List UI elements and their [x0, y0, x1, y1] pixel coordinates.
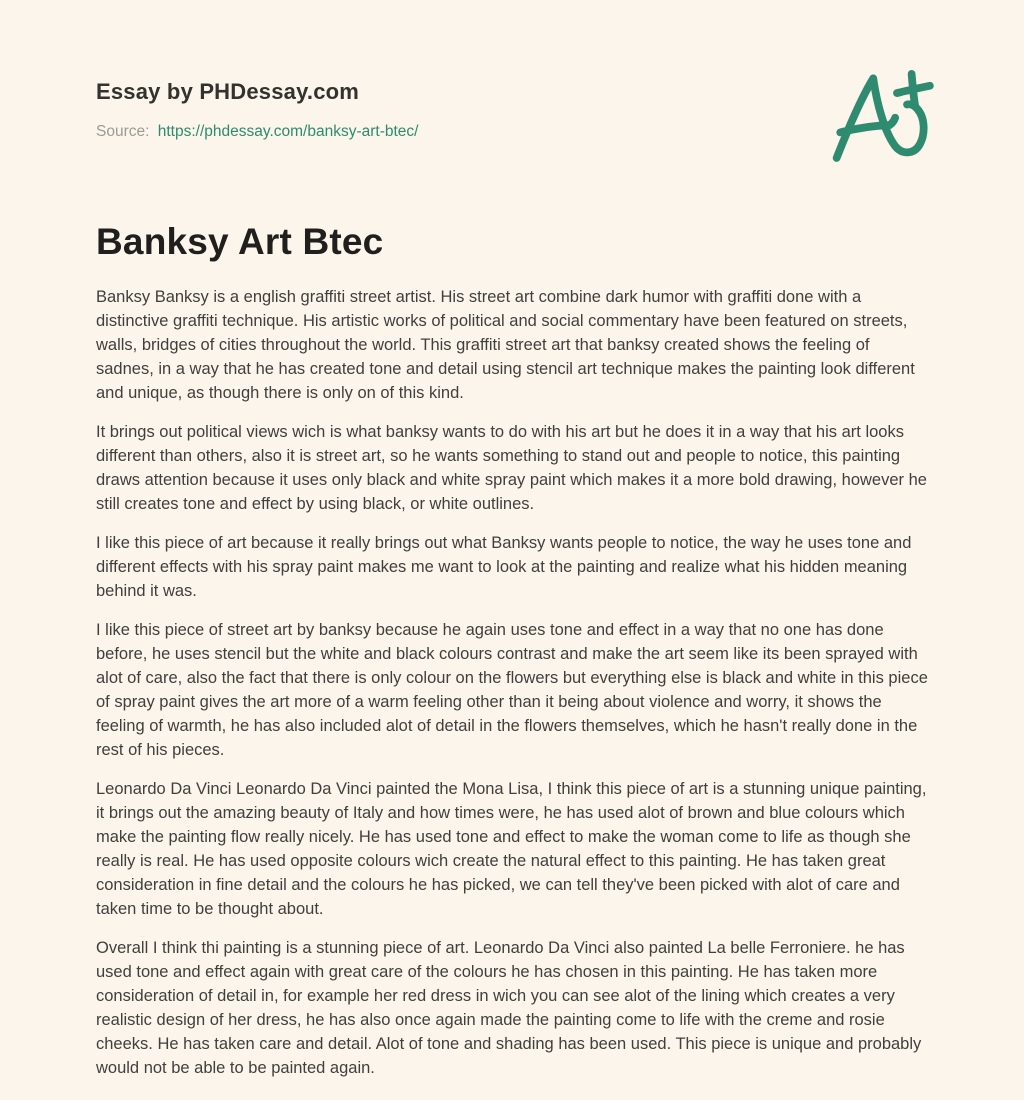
essay-paragraph: It brings out political views wich is what banksy wants to do with his art but he does it in a way that his art looks different than others, also it is street art, so he wants something to stand out and people to notice, this painting draws attention because it uses only black and white spray paint which makes it a more bold drawing, however he still creates tone and effect by using black, or white outlines. — [96, 423, 927, 513]
essay-paragraph: Banksy Banksy is a english graffiti street artist. His street art combine dark humor with graffiti done with a distinctive graffiti technique. His artistic works of political and social commentary have been featured on streets, walls, bridges of cities throughout the world. This graffiti street art that banksy created shows the feeling of sadnes, in a way that he has created tone and detail using stencil art technique makes the painting look different and unique, as though there is only on of this kind. — [96, 288, 915, 402]
essay-page — [96, 0, 928, 1080]
essay-paragraph: Overall I think thi painting is a stunning piece of art. Leonardo Da Vinci also painted La belle Ferroniere. he has used tone and effect again with great care of the colours he has chosen in this painting. He has taken more consideration of detail in, for example her red dress in wich you can see alot of the lining which creates a very realistic design of her dress, he has also once again made the painting come to life with the creme and rosie cheeks. He has taken care and detail. Alot of tone and shading has been used. This piece is unique and probably would not be able to be painted again. — [96, 939, 922, 1077]
essay-content — [96, 221, 928, 1080]
page-title: Banksy Art Btec — [96, 221, 384, 262]
essay-paragraph: I like this piece of art because it really brings out what Banksy wants people to notice, the way he uses tone and different effects with his spray paint makes me want to look at the painting and realize what his hidden meaning behind it was. — [96, 534, 912, 600]
source-link[interactable]: https://phdessay.com/banksy-art-btec/ — [157, 123, 419, 140]
a-plus-logo-icon — [822, 64, 950, 166]
brand-title: Essay by PHDessay.com — [96, 79, 360, 104]
page-header — [96, 79, 928, 141]
essay-body — [96, 285, 928, 1080]
source-row — [96, 123, 928, 141]
essay-paragraph: Leonardo Da Vinci Leonardo Da Vinci painted the Mona Lisa, I think this piece of art is a stunning unique painting, it brings out the amazing beauty of Italy and how times were, he has used alot of brown and blue colours which make the painting flow really nicely. He has used tone and effect to make the woman come to life as though she really is real. He has used opposite colours wich create the natural effect to this painting. He has taken great consideration in fine detail and the colours he has picked, we can tell they've been picked with alot of care and taken time to be thought about. — [96, 780, 927, 918]
essay-paragraph: I like this piece of street art by banksy because he again uses tone and effect in a way that no one has done before, he uses stencil but the white and black colours contrast and make the art seem like its been sprayed with alot of care, also the fact that there is only colour on the flowers but everything else is black and white in this piece of spray paint gives the art more of a warm feeling other than it being about violence and worry, it shows the feeling of warmth, he has also included alot of detail in the flowers themselves, which he hasn't really done in the rest of his pieces. — [96, 621, 928, 759]
source-label: Source: — [96, 123, 150, 140]
